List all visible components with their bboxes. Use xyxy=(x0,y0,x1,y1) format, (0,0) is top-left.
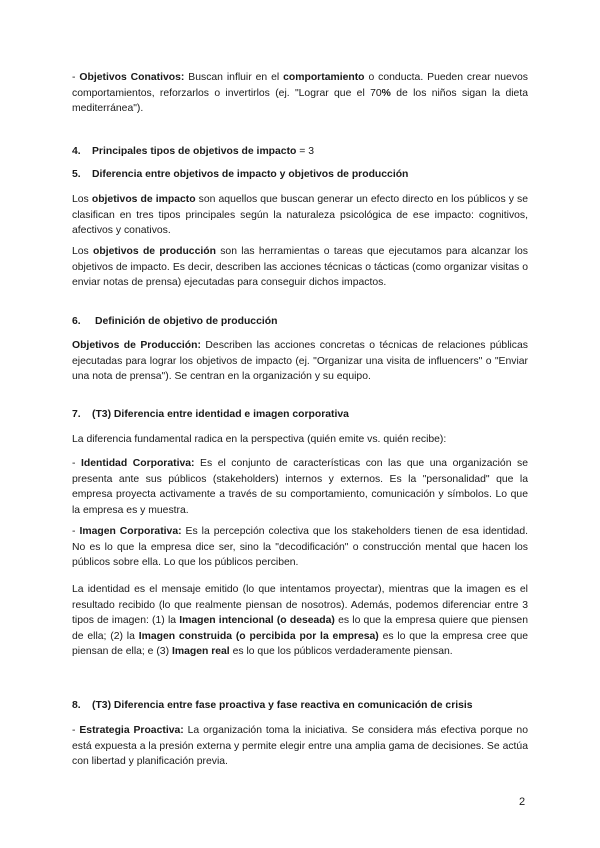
heading-6 xyxy=(72,314,528,329)
text: Los xyxy=(72,194,92,205)
text: Los xyxy=(72,246,94,257)
text: es lo que la empresa cree que piensan de ella; e (3) xyxy=(72,630,528,658)
paragraph-definicion-produccion xyxy=(72,338,528,385)
paragraph-objetivos-impacto xyxy=(72,192,528,239)
heading-5 xyxy=(72,167,528,182)
term-imagen-construida: Imagen construida (o percibida por la empresa) xyxy=(138,630,379,642)
heading-number: 4. xyxy=(72,146,81,157)
text: Es el conjunto de características con las que una organización se presenta ante sus públicos (stakeholders) internos y externos. Es la "personalidad" que la empresa proyecta activamente a través de su comportamiento, comunicación y símbolos. Lo que la empresa es y muestra. xyxy=(72,458,528,516)
term-imagen-real: Imagen real xyxy=(171,646,230,658)
bullet-dash: - xyxy=(72,458,81,469)
text: La identidad es el mensaje emitido (lo que intentamos proyectar), mientras que la imagen es el resultado recibido (lo que realmente piensan de nosotros). Además, podemos diferenciar entre 3 tipos de imagen: (1) la xyxy=(72,584,528,627)
heading-number: 7. xyxy=(72,409,81,420)
paragraph-objetivos-conativos xyxy=(72,70,528,117)
paragraph-estrategia-proactiva xyxy=(72,723,528,770)
text: Buscan influir en el xyxy=(184,72,284,83)
page-number: 2 xyxy=(519,796,526,808)
text: La organización toma la iniciativa. Se considera más efectiva porque no está expuesta a la presión externa y permite elegir entre una amplia gama de decisiones. Se actúa con libertad y planificación previa. xyxy=(72,725,528,768)
term-estrategia-proactiva: Estrategia Proactiva: xyxy=(79,725,184,736)
heading-title: (T3) Diferencia entre identidad e imagen corporativa xyxy=(92,409,349,420)
heading-suffix: = 3 xyxy=(296,146,315,157)
term-objetivos-conativos: Objetivos Conativos: xyxy=(79,72,185,83)
text: es lo que la empresa quiere que piensen de ella; (2) la xyxy=(72,615,528,642)
heading-number: 8. xyxy=(72,700,81,711)
bullet-dash: - xyxy=(72,725,80,736)
paragraph-identidad-corporativa xyxy=(72,456,528,518)
bullet-dash: - xyxy=(72,526,80,537)
heading-4 xyxy=(72,144,528,159)
heading-7 xyxy=(72,407,528,422)
term-imagen-intencional: Imagen intencional (o deseada) xyxy=(179,615,335,627)
heading-number: 5. xyxy=(72,169,81,180)
text: La diferencia fundamental radica en la perspectiva (quién emite vs. quién recibe): xyxy=(72,434,447,445)
bullet-dash: - xyxy=(72,72,80,83)
text: Describen las acciones concretas o técnicas de relaciones públicas ejecutadas para lograr los objetivos de impacto (ej. "Organizar una visita de influencers" o "Enviar una nota de prensa"). Se centran en la organización y su equipo. xyxy=(72,340,528,383)
paragraph-imagen-corporativa xyxy=(72,524,528,571)
paragraph-objetivos-produccion xyxy=(72,244,528,291)
text: de los niños sigan la dieta mediterránea"). xyxy=(72,87,528,115)
term-imagen-corporativa: Imagen Corporativa: xyxy=(79,526,182,537)
text: o conducta. Pueden crear nuevos comportamientos, reforzarlos o invertirlos (ej. "Lograr que el 70 xyxy=(72,72,528,99)
term-objetivos-impacto: objetivos de impacto xyxy=(91,194,196,205)
percent-sign: % xyxy=(381,87,391,99)
heading-title: Principales tipos de objetivos de impacto xyxy=(92,146,297,157)
paragraph-identidad-vs-imagen xyxy=(72,582,528,660)
heading-8 xyxy=(72,698,528,713)
text: Es la percepción colectiva que los stakeholders tienen de esa identidad. No es lo que la empresa dice ser, sino la "decodificación" o construcción mental que hacen los públicos sobre ella. Lo que los públicos perciben. xyxy=(72,526,528,569)
paragraph-diferencia-fundamental xyxy=(72,432,528,448)
term-objetivos-produccion: objetivos de producción xyxy=(93,246,216,257)
term-comportamiento: comportamiento xyxy=(283,72,365,83)
text: es lo que los públicos verdaderamente piensan. xyxy=(229,646,453,658)
heading-title: (T3) Diferencia entre fase proactiva y fase reactiva en comunicación de crisis xyxy=(92,700,473,711)
heading-number: 6. xyxy=(72,316,81,327)
heading-title: Diferencia entre objetivos de impacto y objetivos de producción xyxy=(92,169,409,180)
term-identidad-corporativa: Identidad Corporativa: xyxy=(81,458,195,469)
heading-title: Definición de objetivo de producción xyxy=(95,316,278,327)
text: son las herramientas o tareas que ejecutamos para alcanzar los objetivos de impacto. Es decir, describen las acciones técnicas o tácticas (como organizar visitas o enviar notas de prensa) ejecutadas para conseguir dichos impactos. xyxy=(72,246,528,289)
text: son aquellos que buscan generar un efecto directo en los públicos y se clasifican en tres tipos principales según la naturaleza psicológica de ese impacto: cognitivos, afectivos y conativos. xyxy=(72,194,528,237)
term-objetivos-produccion: Objetivos de Producción: xyxy=(72,340,201,351)
